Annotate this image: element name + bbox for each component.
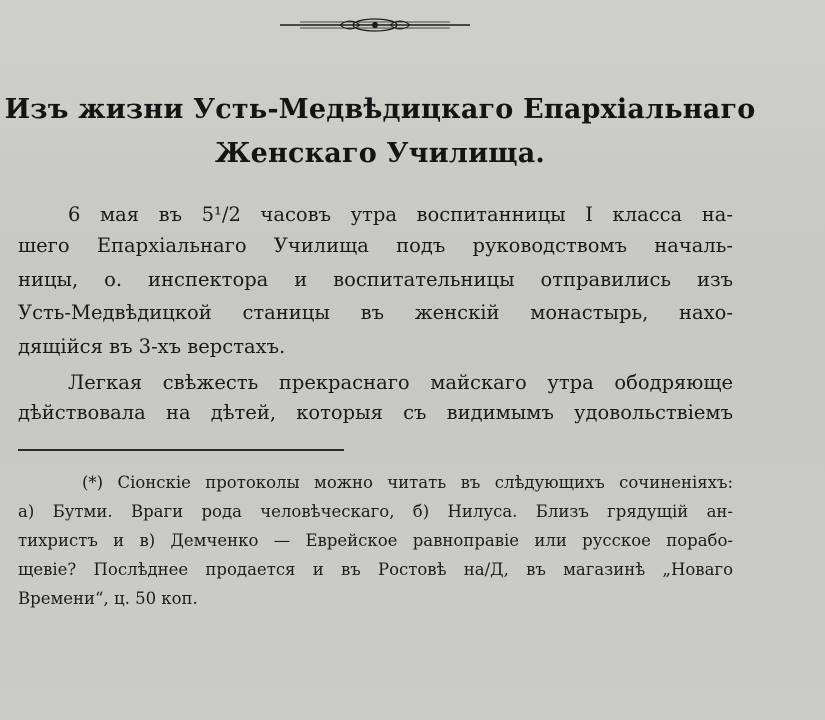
paragraph-1-line-2: шего Епархіальнаго Училища подъ руководствомъ началь- xyxy=(18,234,733,257)
article-title-line-2: Женскаго Училища. xyxy=(214,138,546,169)
footnote-line-3: тихристъ и в) Демченко — Еврейское равноправіе или русское порабо- xyxy=(18,531,733,550)
paragraph-1-line-3: ницы, о. инспектора и воспитательницы отправились изъ xyxy=(18,268,733,291)
footnote-line-4: щевіе? Послѣднее продается и въ Ростовѣ на/Д, въ магазинѣ „Новаго xyxy=(18,560,733,579)
paragraph-1-line-4: Усть-Медвѣдицкой станицы въ женскій монастырь, нахо- xyxy=(18,301,733,324)
paragraph-1-line-1: 6 мая въ 5¹/2 часовъ утра воспитанницы I класса на- xyxy=(68,203,733,226)
footnote-line-1: (*) Сіонскіе протоколы можно читать въ слѣдующихъ сочиненіяхъ: xyxy=(82,473,733,492)
article-title-line-1: Изъ жизни Усть-Медвѣдицкаго Епархіальнаго xyxy=(4,94,756,125)
footnote-divider xyxy=(18,449,344,451)
footnote-line-2: а) Бутми. Враги рода человѣческаго, б) Нилуса. Близъ грядущій ан- xyxy=(18,502,733,521)
paragraph-2-line-2: дѣйствовала на дѣтей, которыя съ видимымъ удовольствіемъ xyxy=(18,401,733,424)
footnote-line-5: Времени“, ц. 50 коп. xyxy=(18,589,198,608)
decorative-ornament xyxy=(280,14,470,36)
paragraph-1-line-5: дящійся въ 3-хъ верстахъ. xyxy=(18,335,286,358)
paragraph-2-line-1: Легкая свѣжесть прекраснаго майскаго утра ободряюще xyxy=(68,371,733,394)
